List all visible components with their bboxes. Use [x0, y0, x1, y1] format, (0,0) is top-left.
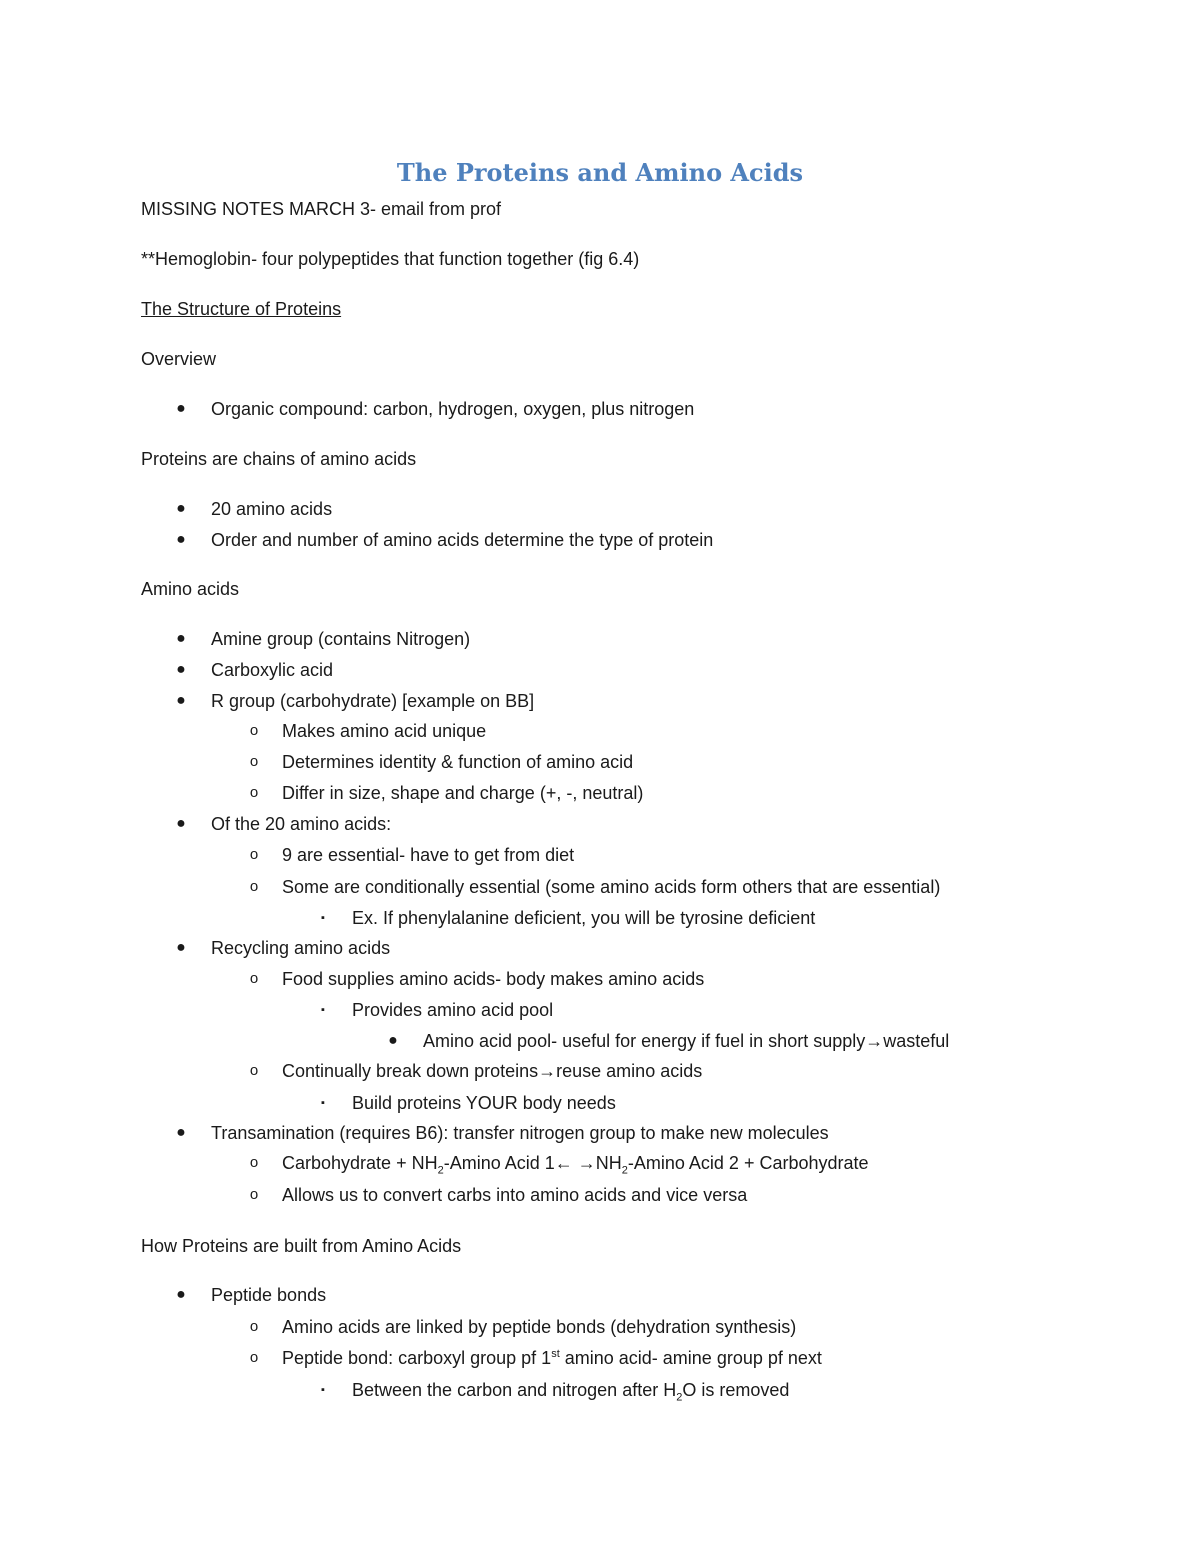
bullet-square: ▪: [321, 912, 325, 924]
list-item: 9 are essential- have to get from diet: [282, 845, 575, 865]
list-item: Some are conditionally essential (some amino acids form others that are essential): [282, 877, 941, 897]
bullet-circle: o: [249, 1349, 259, 1366]
subheading-chains: Proteins are chains of amino acids: [141, 449, 417, 469]
list-item: Peptide bonds: [211, 1285, 327, 1305]
list-item: Amino acid pool- useful for energy if fuel in short supply→wasteful: [423, 1031, 950, 1051]
list-item: Order and number of amino acids determine the type of protein: [211, 530, 714, 550]
list-item: Organic compound: carbon, hydrogen, oxygen, plus nitrogen: [211, 399, 695, 419]
list-item: Amine group (contains Nitrogen): [211, 629, 471, 649]
list-item: Carboxylic acid: [211, 660, 334, 680]
bullet-dot: ●: [176, 500, 186, 517]
list-item-peptide-bond: Peptide bond: carboxyl group pf 1st amino acid- amine group pf next: [282, 1348, 822, 1368]
note-missing-notes: MISSING NOTES MARCH 3- email from prof: [141, 199, 502, 219]
list-item: Recycling amino acids: [211, 938, 391, 958]
bullet-dot: ●: [176, 815, 186, 832]
list-item: Continually break down proteins→reuse amino acids: [282, 1061, 703, 1081]
bullet-square: ▪: [321, 1384, 325, 1396]
bullet-square: ▪: [321, 1097, 325, 1109]
bullet-circle: o: [249, 878, 259, 895]
bullet-circle: o: [249, 1062, 259, 1079]
list-item: Provides amino acid pool: [352, 1000, 554, 1020]
bullet-dot: ●: [176, 1286, 186, 1303]
bullet-circle: o: [249, 846, 259, 863]
bullet-dot: ●: [176, 661, 186, 678]
bullet-dot: ●: [176, 400, 186, 417]
list-item: Differ in size, shape and charge (+, -, neutral): [282, 783, 644, 803]
bullet-circle: o: [249, 753, 259, 770]
bullet-dot: ●: [176, 692, 186, 709]
bullet-circle: o: [249, 970, 259, 987]
bullet-circle: o: [249, 1318, 259, 1335]
bullet-dot: ●: [176, 1124, 186, 1141]
bullet-circle: o: [249, 1186, 259, 1203]
list-item: Makes amino acid unique: [282, 721, 487, 741]
list-item: R group (carbohydrate) [example on BB]: [211, 691, 535, 711]
bullet-dot: ●: [176, 531, 186, 548]
bullet-dot: ●: [388, 1032, 398, 1049]
list-item: Of the 20 amino acids:: [211, 814, 392, 834]
list-item: Transamination (requires B6): transfer nitrogen group to make new molecules: [211, 1123, 829, 1143]
list-item-formula: Carbohydrate + $NH_2$-Amino Acid 1← $\to NH_2$-Amino Acid 2 + Carbohydrate: [282, 1153, 869, 1177]
bullet-square: ▪: [321, 1004, 325, 1016]
subheading-overview: Overview: [141, 349, 217, 369]
list-item-water-removed: Between the carbon and nitrogen after $H_2O$ is removed: [352, 1380, 790, 1404]
list-item: 20 amino acids: [211, 499, 333, 519]
list-item: Allows us to convert carbs into amino acids and vice versa: [282, 1185, 748, 1205]
list-item: Amino acids are linked by peptide bonds (dehydration synthesis): [282, 1317, 797, 1337]
bullet-circle: o: [249, 722, 259, 739]
list-item: Food supplies amino acids- body makes amino acids: [282, 969, 705, 989]
list-item: Ex. If phenylalanine deficient, you will be tyrosine deficient: [352, 908, 816, 928]
bullet-circle: o: [249, 784, 259, 801]
bullet-dot: ●: [176, 939, 186, 956]
document-title: The Proteins and Amino Acids: [396, 158, 804, 187]
bullet-dot: ●: [176, 630, 186, 647]
note-hemoglobin: **Hemoglobin- four polypeptides that function together (fig 6.4): [141, 249, 640, 269]
list-item: Build proteins YOUR body needs: [352, 1093, 616, 1113]
bullet-circle: o: [249, 1154, 259, 1171]
subheading-how-built: How Proteins are built from Amino Acids: [141, 1236, 462, 1256]
list-item: Determines identity & function of amino acid: [282, 752, 634, 772]
section-heading-structure: The Structure of Proteins: [141, 299, 342, 319]
subheading-amino-acids: Amino acids: [141, 579, 240, 599]
